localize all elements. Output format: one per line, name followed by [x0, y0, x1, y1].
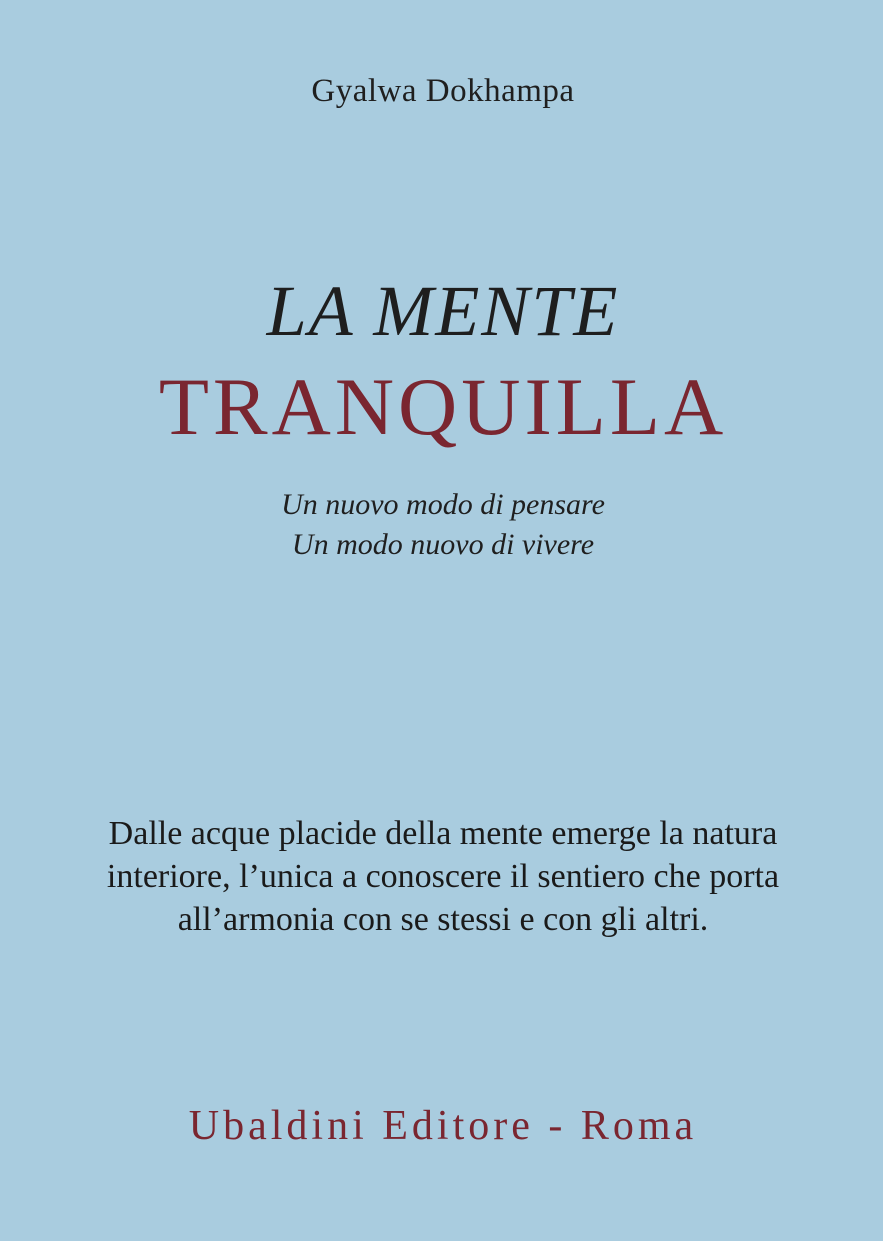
blurb-line-2: interiore, l’unica a conoscere il sentiero che porta — [106, 858, 780, 895]
subtitle-line-1: Un nuovo modo di pensare — [281, 488, 605, 521]
title-line-2: TRANQUILLA — [158, 361, 728, 452]
blurb-line-3: all’armonia con se stessi e con gli altri. — [177, 901, 709, 938]
publisher: Ubaldini Editore - Roma — [188, 1103, 698, 1149]
blurb-line-1: Dalle acque placide della mente emerge la natura — [108, 815, 778, 852]
subtitle-line-2: Un modo nuovo di vivere — [291, 528, 595, 561]
title-line-1: LA MENTE — [266, 271, 620, 351]
author-name: Gyalwa Dokhampa — [311, 73, 575, 109]
blurb — [0, 812, 886, 941]
